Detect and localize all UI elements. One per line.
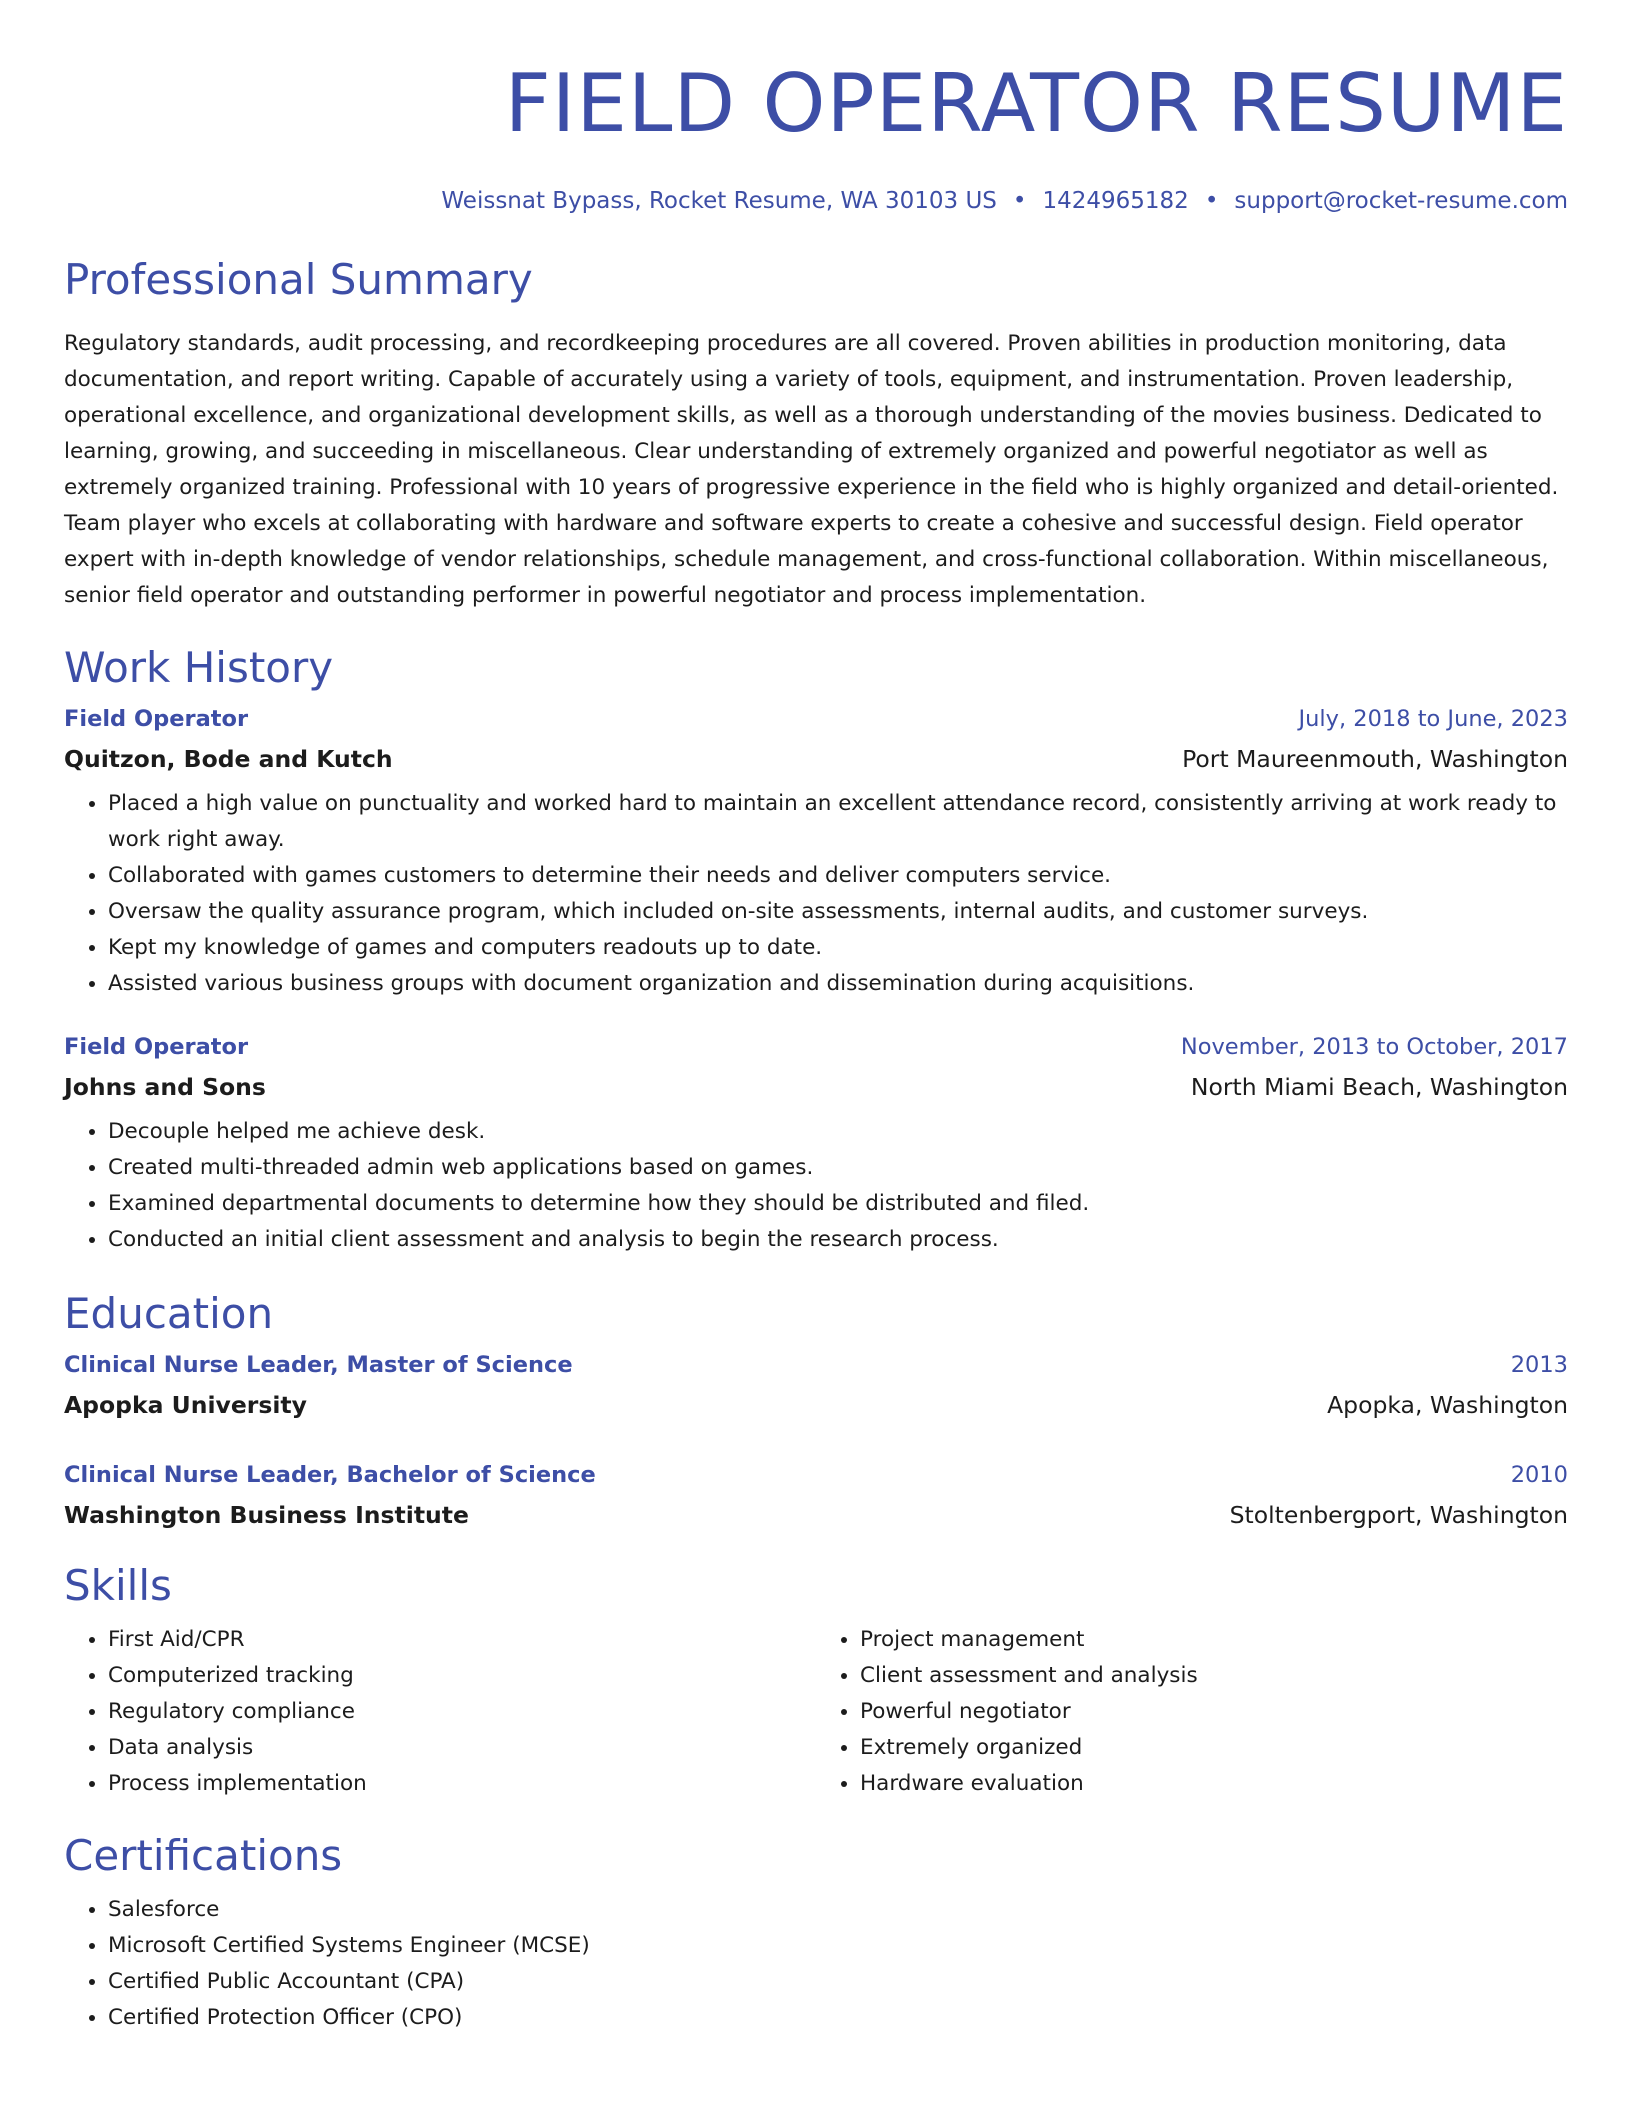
skill-item: • Project management bbox=[860, 1622, 1568, 1658]
job-location: Port Maureenmouth, Washington bbox=[1182, 745, 1568, 773]
work-heading: Work History bbox=[64, 643, 334, 692]
job-company: Quitzon, Bode and Kutch bbox=[64, 745, 393, 773]
work-section bbox=[64, 642, 1568, 1258]
education-school: Apopka University bbox=[64, 1391, 307, 1419]
contact-line bbox=[64, 186, 1568, 216]
job-dates: November, 2013 to October, 2017 bbox=[1180, 1034, 1568, 1060]
summary-heading: Professional Summary bbox=[64, 255, 533, 304]
job-bullets bbox=[64, 1114, 1568, 1258]
job-bullet: • Placed a high value on punctuality and worked hard to maintain an excellent attendance record, consistently arriving at work ready to work right away. bbox=[108, 786, 1568, 858]
education-year: 2010 bbox=[1510, 1462, 1568, 1488]
job-bullet: • Conducted an initial client assessment and analysis to begin the research process. bbox=[108, 1222, 1568, 1258]
job-entry bbox=[64, 1032, 1568, 1258]
certification-item: • Certified Public Accountant (CPA) bbox=[108, 1964, 1568, 2000]
job-bullet: • Decouple helped me achieve desk. bbox=[108, 1114, 1568, 1150]
job-entry bbox=[64, 704, 1568, 1002]
summary-text: Regulatory standards, audit processing, and recordkeeping procedures are all covered. Proven abilities in production monitoring, data documentation, and report writing. Capable of accurately using a variety of tools, equipment, and instrumentation. Proven leadership, operational excellence, and organizational development skills, as well as a thorough understanding of the movies business. Dedicated to learning, growing, and succeeding in miscellaneous. Clear understanding of extremely organized and powerful negotiator as well as extremely organized training. Professional with 10 years of progressive experience in the field who is highly organized and detail-oriented. Team player who excels at collaborating with hardware and software experts to create a cohesive and successful design. Field operator expert with in-depth knowledge of vendor relationships, schedule management, and cross-functional collaboration. Within miscellaneous, senior field operator and outstanding performer in powerful negotiator and process implementation. bbox=[64, 331, 1559, 608]
education-heading: Education bbox=[64, 1289, 274, 1338]
job-dates: July, 2018 to June, 2023 bbox=[1298, 706, 1568, 732]
certification-item: • Microsoft Certified Systems Engineer (MCSE) bbox=[108, 1928, 1568, 1964]
job-role: Field Operator bbox=[64, 706, 249, 732]
job-company: Johns and Sons bbox=[64, 1073, 266, 1101]
job-role: Field Operator bbox=[64, 1034, 249, 1060]
skill-item: • Powerful negotiator bbox=[860, 1694, 1568, 1730]
certifications-section bbox=[64, 1830, 1568, 2036]
job-bullets bbox=[64, 786, 1568, 1002]
education-school: Washington Business Institute bbox=[64, 1501, 469, 1529]
skill-item: • Client assessment and analysis bbox=[860, 1658, 1568, 1694]
contact-email: support@rocket-resume.com bbox=[1234, 188, 1568, 214]
skills-list-left bbox=[64, 1622, 816, 1802]
skill-item: • Hardware evaluation bbox=[860, 1766, 1568, 1802]
skill-item: • First Aid/CPR bbox=[108, 1622, 816, 1658]
education-degree: Clinical Nurse Leader, Bachelor of Science bbox=[64, 1462, 596, 1488]
skills-list-right bbox=[816, 1622, 1568, 1802]
certification-item: • Certified Protection Officer (CPO) bbox=[108, 2000, 1568, 2036]
skill-item: • Extremely organized bbox=[860, 1730, 1568, 1766]
skill-item: • Regulatory compliance bbox=[108, 1694, 816, 1730]
certifications-list bbox=[64, 1892, 1568, 2036]
education-entry bbox=[64, 1350, 1568, 1420]
job-bullet: • Created multi-threaded admin web applications based on games. bbox=[108, 1150, 1568, 1186]
certifications-heading: Certifications bbox=[64, 1831, 343, 1880]
education-year: 2013 bbox=[1510, 1352, 1568, 1378]
contact-separator: • bbox=[1012, 188, 1027, 214]
summary-section bbox=[64, 254, 1568, 614]
skill-item: • Computerized tracking bbox=[108, 1658, 816, 1694]
job-bullet: • Collaborated with games customers to determine their needs and deliver computers service. bbox=[108, 858, 1568, 894]
job-bullet: • Assisted various business groups with document organization and dissemination during acquisitions. bbox=[108, 966, 1568, 1002]
skills-section bbox=[64, 1560, 1568, 1802]
job-location: North Miami Beach, Washington bbox=[1190, 1073, 1568, 1101]
contact-address: Weissnat Bypass, Rocket Resume, WA 30103 US bbox=[441, 188, 997, 214]
contact-phone: 1424965182 bbox=[1042, 188, 1189, 214]
job-bullet: • Oversaw the quality assurance program, which included on-site assessments, internal audits, and customer surveys. bbox=[108, 894, 1568, 930]
skills-columns bbox=[64, 1622, 1568, 1802]
job-bullet: • Examined departmental documents to determine how they should be distributed and filed. bbox=[108, 1186, 1568, 1222]
contact-separator: • bbox=[1204, 188, 1219, 214]
skill-item: • Process implementation bbox=[108, 1766, 816, 1802]
resume-title: FIELD OPERATOR RESUME bbox=[504, 57, 1568, 150]
education-location: Apopka, Washington bbox=[1327, 1391, 1568, 1419]
skill-item: • Data analysis bbox=[108, 1730, 816, 1766]
education-degree: Clinical Nurse Leader, Master of Science bbox=[64, 1352, 573, 1378]
job-bullet: • Kept my knowledge of games and computers readouts up to date. bbox=[108, 930, 1568, 966]
education-location: Stoltenbergport, Washington bbox=[1229, 1501, 1568, 1529]
education-entry bbox=[64, 1460, 1568, 1530]
skills-heading: Skills bbox=[64, 1561, 172, 1610]
certification-item: • Salesforce bbox=[108, 1892, 1568, 1928]
education-section bbox=[64, 1288, 1568, 1530]
